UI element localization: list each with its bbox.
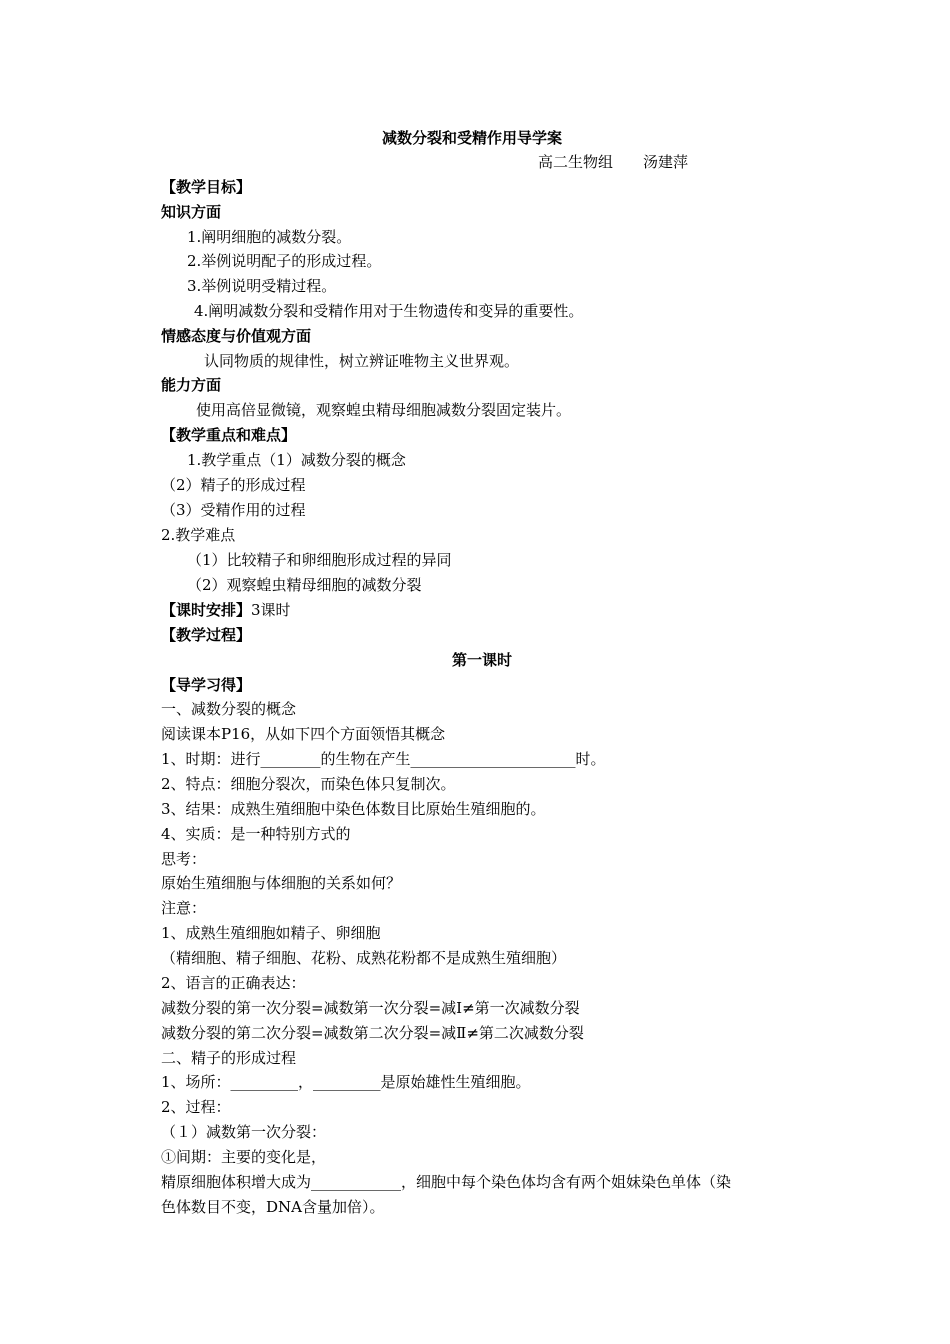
text-line: 减数分裂的第二次分裂=减数第二次分裂=减Ⅱ≠第二次减数分裂 bbox=[161, 1024, 584, 1042]
text-line: 3、结果：成熟生殖细胞中染色体数目比原始生殖细胞的。 bbox=[161, 800, 546, 818]
subsection-heading: 情感态度与价值观方面 bbox=[161, 327, 312, 345]
text-line: （１）减数第一次分裂： bbox=[161, 1123, 327, 1141]
text-line: 1、时期：进行________的生物在产生______________________时。 bbox=[161, 750, 606, 768]
text-line: 1.阐明细胞的减数分裂。 bbox=[187, 228, 352, 246]
section-heading: 【教学过程】 bbox=[161, 626, 252, 644]
text-line: （2）精子的形成过程 bbox=[161, 476, 306, 494]
text-line: 减数分裂的第一次分裂=减数第一次分裂=减Ⅰ≠第一次减数分裂 bbox=[161, 999, 580, 1017]
text-line: 2、过程： bbox=[161, 1098, 231, 1116]
text-line: 1、场所：_________，_________是原始雄性生殖细胞。 bbox=[161, 1073, 531, 1091]
text-line: 3.举例说明受精过程。 bbox=[187, 277, 337, 295]
text-line: （2）观察蝗虫精母细胞的减数分裂 bbox=[187, 576, 422, 594]
text-line: 注意： bbox=[161, 899, 207, 917]
section-heading: 【课时安排】 bbox=[161, 601, 252, 619]
text-line: ①间期：主要的变化是， bbox=[161, 1148, 327, 1166]
text-line: 原始生殖细胞与体细胞的关系如何？ bbox=[161, 874, 402, 892]
text-line: 4、实质：是一种特别方式的 bbox=[161, 825, 351, 843]
schedule-line bbox=[161, 601, 291, 619]
text-line: 精原细胞体积增大成为____________，细胞中每个染色体均含有两个姐妹染色单体（染 bbox=[161, 1173, 732, 1191]
lesson-heading: 第一课时 bbox=[452, 651, 513, 669]
text-line: 2.举例说明配子的形成过程。 bbox=[187, 252, 382, 270]
text-line: 使用高倍显微镜，观察蝗虫精母细胞减数分裂固定装片。 bbox=[196, 401, 572, 419]
text-line: 二、精子的形成过程 bbox=[161, 1049, 297, 1067]
text-line: 思考： bbox=[161, 850, 207, 868]
document-title: 减数分裂和受精作用导学案 bbox=[382, 129, 563, 147]
text-line: 2、语言的正确表达： bbox=[161, 974, 306, 992]
text-line: 认同物质的规律性，树立辨证唯物主义世界观。 bbox=[204, 352, 520, 370]
text-line: 1.教学重点（1）减数分裂的概念 bbox=[187, 451, 406, 469]
text-line: （精细胞、精子细胞、花粉、成熟花粉都不是成熟生殖细胞） bbox=[161, 949, 567, 967]
text-line: 一、减数分裂的概念 bbox=[161, 700, 297, 718]
text-line: 1、成熟生殖细胞如精子、卵细胞 bbox=[161, 924, 381, 942]
schedule-value: 3课时 bbox=[251, 601, 291, 619]
text-line: 2、特点：细胞分裂次，而染色体只复制次。 bbox=[161, 775, 456, 793]
text-line: （3）受精作用的过程 bbox=[161, 501, 306, 519]
section-heading: 【导学习得】 bbox=[161, 676, 252, 694]
text-line: 色体数目不变，DNA含量加倍）。 bbox=[161, 1198, 385, 1216]
subsection-heading: 知识方面 bbox=[161, 203, 222, 221]
subsection-heading: 能力方面 bbox=[161, 376, 222, 394]
text-line: 2.教学难点 bbox=[161, 526, 236, 544]
section-heading: 【教学目标】 bbox=[161, 178, 252, 196]
text-line: （1）比较精子和卵细胞形成过程的异同 bbox=[187, 551, 452, 569]
text-line: 4.阐明减数分裂和受精作用对于生物遗传和变异的重要性。 bbox=[194, 302, 584, 320]
document-byline: 高二生物组 汤建萍 bbox=[538, 153, 689, 171]
text-line: 阅读课本P16，从如下四个方面领悟其概念 bbox=[161, 725, 446, 743]
section-heading: 【教学重点和难点】 bbox=[161, 426, 297, 444]
